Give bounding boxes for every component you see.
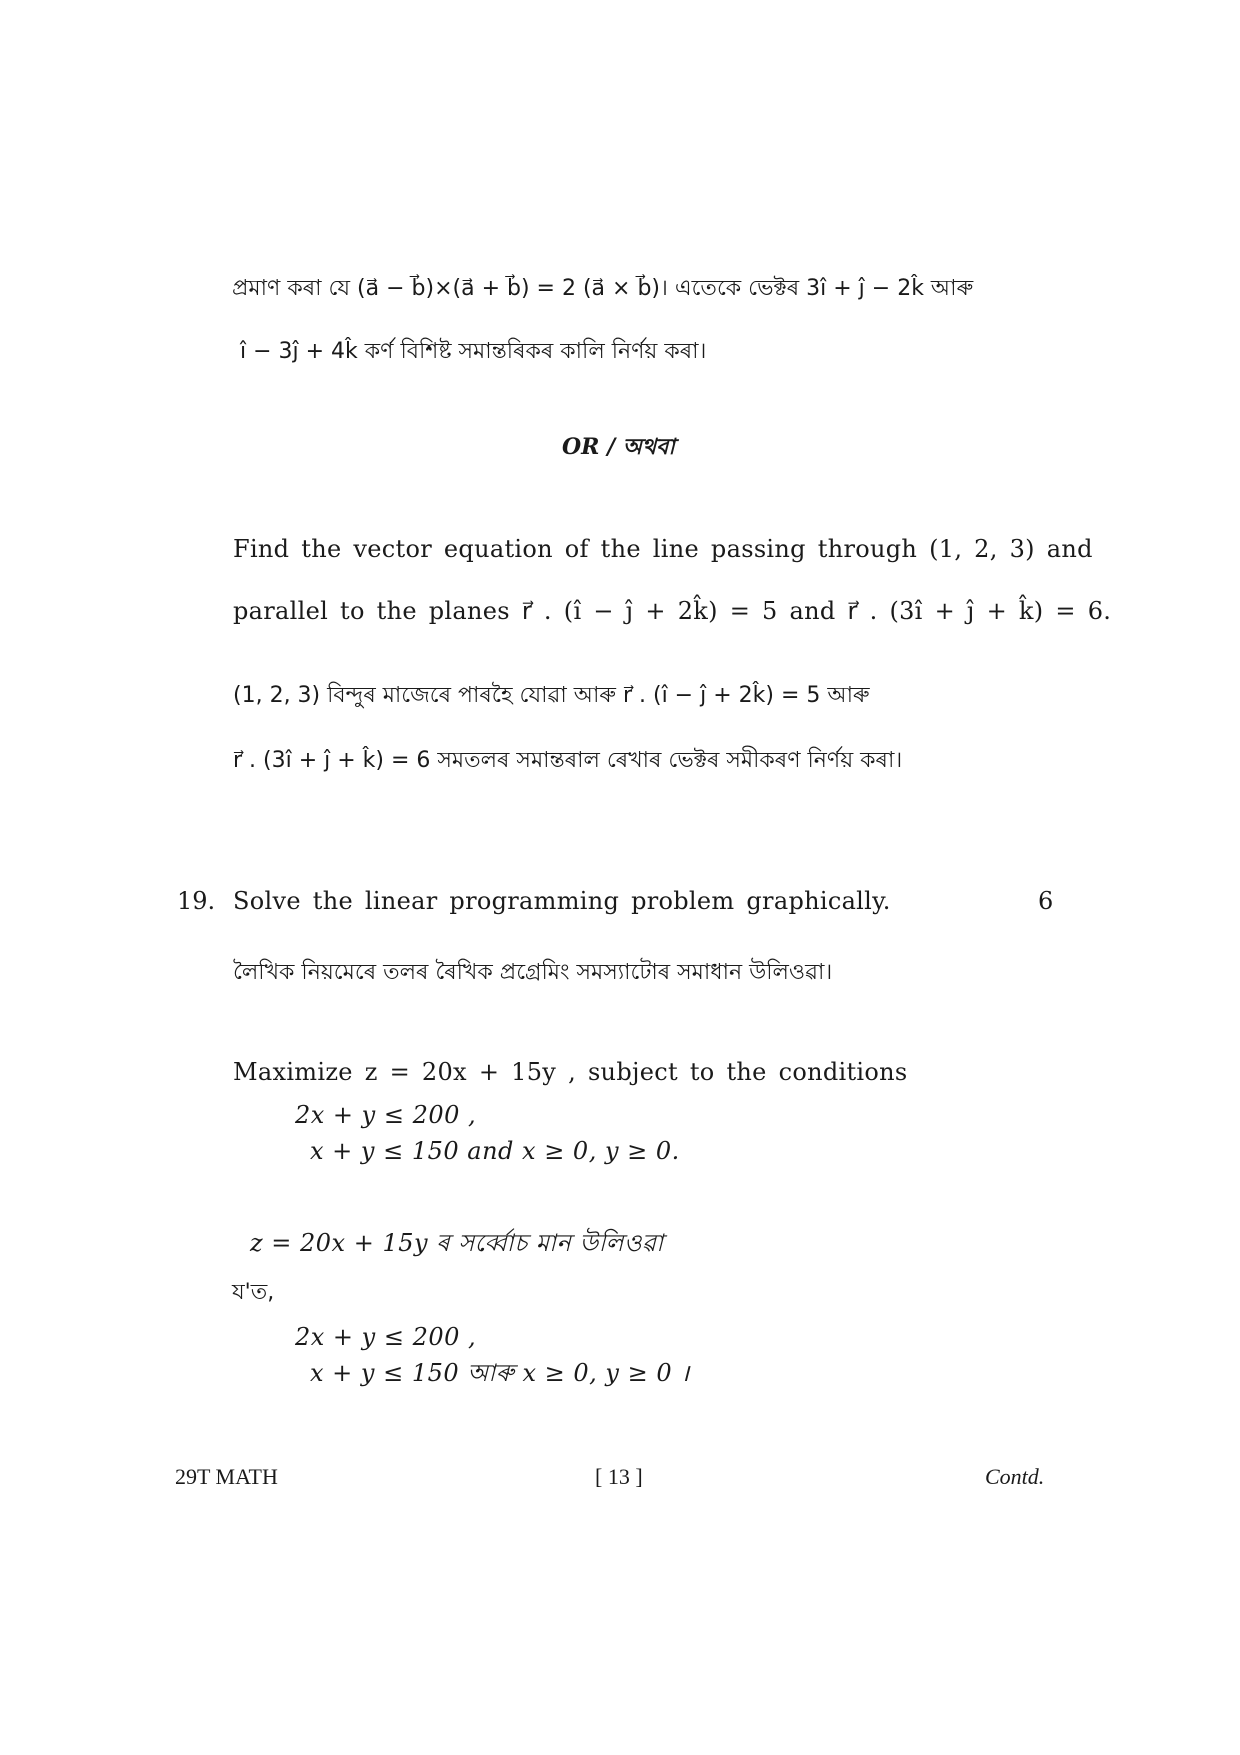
or-separator: OR / অথবা: [562, 434, 675, 460]
q19-english-constraint-1: 2x + y ≤ 200 ,: [295, 1101, 477, 1129]
q19-english-constraint-2: x + y ≤ 150 and x ≥ 0, y ≥ 0.: [310, 1137, 680, 1165]
q18-alt-english-line-2: parallel to the planes r⃗ . (î − ĵ + 2k̂) = 5 and r⃗ . (3î + ĵ + k̂) = 6.: [233, 597, 1112, 625]
q19-assamese-constraint-1: 2x + y ≤ 200 ,: [295, 1323, 477, 1351]
q18-alt-english-line-1: Find the vector equation of the line passing through (1, 2, 3) and: [233, 535, 1093, 563]
paper-code: 29T MATH: [175, 1464, 278, 1489]
page-number: [ 13 ]: [595, 1464, 643, 1489]
q19-assamese-title: লৈখিক নিয়মেৰে তলৰ ৰৈখিক প্ৰগ্ৰেমিং সমস্যাটোৰ সমাধান উলিওৱা।: [233, 960, 833, 985]
question-marks: 6: [1038, 887, 1054, 915]
q19-english-title: Solve the linear programming problem graphically.: [233, 887, 891, 915]
q18-alt-assamese-line-1: (1, 2, 3) বিন্দুৰ মাজেৰে পাৰহৈ যোৱা আৰু r⃗ . (î − ĵ + 2k̂) = 5 আৰু: [233, 683, 870, 708]
continued-label: Contd.: [985, 1464, 1045, 1489]
q19-assamese-such-that: য'ত,: [232, 1280, 275, 1305]
q19-assamese-constraint-2: x + y ≤ 150 আৰু x ≥ 0, y ≥ 0 ।: [310, 1359, 690, 1387]
question-number: 19.: [177, 887, 216, 915]
q19-assamese-objective: z = 20x + 15y ৰ সৰ্ব্বোচ মান উলিওৱা: [250, 1229, 664, 1257]
q18-proof-line-1: প্ৰমাণ কৰা যে (a⃗ − b⃗)×(a⃗ + b⃗) = 2 (a⃗ × b⃗)। এতেকে ভেক্টৰ 3î + ĵ − 2k̂ আৰু: [232, 276, 974, 301]
q18-proof-line-2: î − 3ĵ + 4k̂ কৰ্ণ বিশিষ্ট সমান্তৰিকৰ কালি নিৰ্ণয় কৰা।: [240, 339, 707, 364]
q19-english-objective: Maximize z = 20x + 15y , subject to the conditions: [233, 1058, 908, 1086]
q18-alt-assamese-line-2: r⃗ . (3î + ĵ + k̂) = 6 সমতলৰ সমান্তৰাল ৰেখাৰ ভেক্টৰ সমীকৰণ নিৰ্ণয় কৰা।: [233, 748, 903, 773]
